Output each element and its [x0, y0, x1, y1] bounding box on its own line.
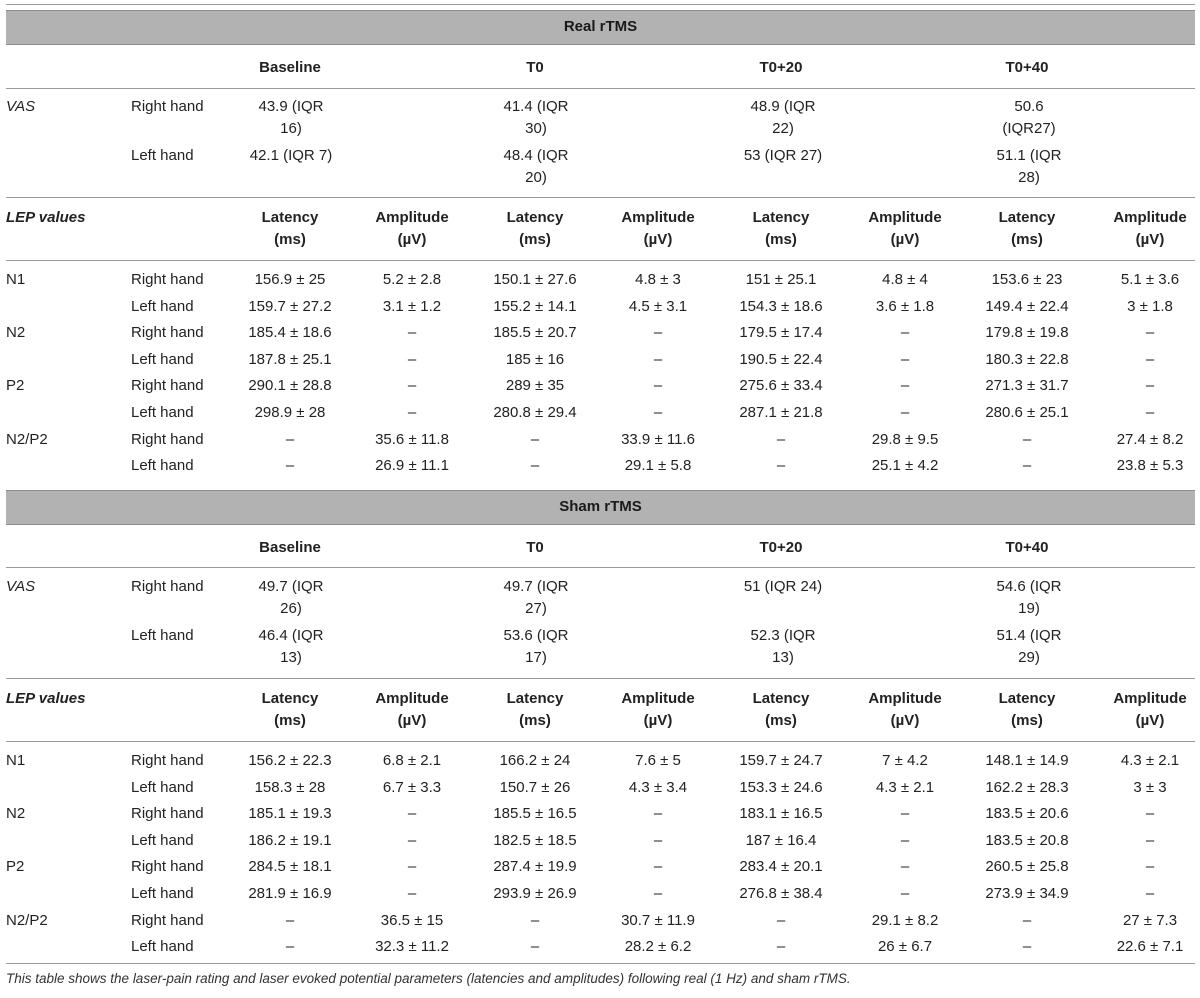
table-cell: 283.4 ± 20.1 — [739, 858, 823, 876]
table-cell: 271.3 ± 31.7 — [985, 377, 1069, 395]
vas-cell: 42.1 (IQR 7) — [249, 147, 333, 164]
table-cell: 187.8 ± 25.1 — [248, 350, 332, 368]
table-cell: – — [900, 404, 910, 421]
table-cell: 156.2 ± 22.3 — [248, 752, 332, 769]
row-hand-label: Left hand — [131, 350, 194, 368]
table-cell: 183.5 ± 20.6 — [985, 805, 1069, 823]
bottom-rule — [6, 963, 1195, 964]
table-cell: 158.3 ± 28 — [254, 778, 326, 796]
subheader-cell — [594, 688, 722, 732]
table-cell: 166.2 ± 24 — [499, 752, 571, 769]
sham-vas-right-hand: Right hand — [131, 578, 204, 595]
real-subheader-rule — [6, 260, 1195, 261]
table-cell: – — [285, 938, 295, 956]
vas-cell: 54.6 (IQR 19) — [996, 578, 1062, 617]
table-cell: – — [530, 938, 540, 956]
table-cell: 276.8 ± 38.4 — [739, 885, 823, 902]
subheader-cell — [717, 207, 845, 251]
table-cell: 155.2 ± 14.1 — [493, 297, 577, 315]
vas-cell: 43.9 (IQR 16) — [258, 98, 324, 137]
subheader-cell — [717, 688, 845, 732]
subheader-line: Latency — [752, 690, 810, 707]
table-cell: 6.8 ± 2.1 — [382, 752, 442, 769]
table-cell: 3 ± 1.8 — [1127, 297, 1173, 315]
table-cell: – — [776, 938, 786, 956]
subheader-cell — [841, 207, 969, 251]
table-cell: – — [1145, 805, 1155, 823]
row-hand-label: Left hand — [131, 885, 194, 902]
table-cell: 7 ± 4.2 — [882, 752, 928, 769]
row-hand-label: Right hand — [131, 858, 204, 876]
table-cell: 150.1 ± 27.6 — [493, 271, 577, 288]
subheader-unit: (ms) — [274, 231, 306, 248]
table-cell: – — [653, 805, 663, 823]
subheader-line: Amplitude — [868, 690, 942, 707]
table-cell: – — [407, 404, 417, 421]
real-header-rule — [6, 88, 1195, 89]
table-cell: 27.4 ± 8.2 — [1116, 430, 1184, 448]
row-hand-label: Left hand — [131, 457, 194, 475]
table-cell: – — [1022, 457, 1032, 475]
table-cell: 281.9 ± 16.9 — [248, 885, 332, 902]
subheader-line: Latency — [998, 209, 1056, 226]
table-cell: 5.1 ± 3.6 — [1120, 271, 1180, 288]
table-cell: – — [900, 858, 910, 876]
subheader-cell — [471, 688, 599, 732]
table-cell: 27 ± 7.3 — [1122, 911, 1178, 929]
vas-cell: 41.4 (IQR 30) — [503, 98, 569, 137]
real-lep-label: LEP values — [6, 209, 86, 226]
row-group-label: N2/P2 — [6, 430, 48, 448]
row-hand-label: Left hand — [131, 778, 194, 796]
vas-cell: 51.4 (IQR 29) — [996, 627, 1062, 666]
table-cell: 162.2 ± 28.3 — [985, 778, 1069, 796]
subheader-line: Latency — [752, 209, 810, 226]
table-cell: 289 ± 35 — [505, 377, 565, 395]
vas-cell: 46.4 (IQR 13) — [258, 627, 324, 666]
table-cell: 179.5 ± 17.4 — [739, 324, 823, 342]
table-cell: 3.6 ± 1.8 — [875, 297, 935, 315]
table-cell: 183.1 ± 16.5 — [739, 805, 823, 823]
table-cell: 287.4 ± 19.9 — [493, 858, 577, 876]
table-cell: 22.6 ± 7.1 — [1116, 938, 1184, 956]
sham-header-t0: T0 — [526, 539, 544, 556]
subheader-line: Amplitude — [1113, 209, 1187, 226]
real-vas-left-hand: Left hand — [131, 147, 194, 164]
table-cell: 149.4 ± 22.4 — [985, 297, 1069, 315]
subheader-line: Latency — [261, 690, 319, 707]
table-cell: 290.1 ± 28.8 — [248, 377, 332, 395]
subheader-line: Latency — [506, 209, 564, 226]
vas-cell: 48.4 (IQR 20) — [503, 147, 569, 186]
table-cell: – — [900, 350, 910, 368]
real-vas-right-hand: Right hand — [131, 98, 204, 115]
subheader-line: Latency — [506, 690, 564, 707]
subheader-unit: (ms) — [765, 712, 797, 729]
table-cell: 284.5 ± 18.1 — [248, 858, 332, 876]
table-cell: 293.9 ± 26.9 — [493, 885, 577, 902]
table-cell: 159.7 ± 24.7 — [739, 752, 823, 769]
subheader-line: Amplitude — [375, 209, 449, 226]
table-cell: 185.1 ± 19.3 — [248, 805, 332, 823]
subheader-unit: (ms) — [765, 231, 797, 248]
table-cell: 3 ± 3 — [1133, 778, 1167, 796]
subheader-cell — [963, 688, 1091, 732]
table-cell: – — [653, 404, 663, 421]
table-cell: 156.9 ± 25 — [254, 271, 326, 288]
table-cell: – — [653, 350, 663, 368]
table-cell: 186.2 ± 19.1 — [248, 831, 332, 849]
row-group-label: P2 — [6, 858, 25, 876]
table-caption: This table shows the laser-pain rating and laser evoked potential parameters (latencies and amplitudes) following real (1 Hz) and sham rTMS. — [6, 971, 851, 986]
row-group-label: P2 — [6, 377, 25, 395]
table-cell: 4.5 ± 3.1 — [628, 297, 688, 315]
row-hand-label: Left hand — [131, 297, 194, 315]
table-cell: – — [900, 831, 910, 849]
sham-header-baseline: Baseline — [259, 539, 321, 556]
vas-cell: 49.7 (IQR 27) — [503, 578, 569, 617]
subheader-unit: (µV) — [397, 231, 427, 248]
table-cell: – — [900, 885, 910, 902]
table-cell: 35.6 ± 11.8 — [375, 430, 449, 448]
table-cell: – — [653, 831, 663, 849]
table-cell: 29.1 ± 5.8 — [624, 457, 692, 475]
table-cell: 287.1 ± 21.8 — [739, 404, 823, 421]
row-group-label: N2 — [6, 324, 26, 342]
table-cell: – — [653, 324, 663, 342]
table-cell: 153.3 ± 24.6 — [739, 778, 823, 796]
vas-cell: 48.9 (IQR 22) — [750, 98, 816, 137]
table-cell: – — [407, 324, 417, 342]
subheader-line: Latency — [261, 209, 319, 226]
vas-cell: 53 (IQR 27) — [743, 147, 823, 164]
row-hand-label: Right hand — [131, 752, 204, 769]
table-cell: – — [407, 350, 417, 368]
table-cell: 7.6 ± 5 — [635, 752, 681, 769]
row-group-label: N1 — [6, 752, 26, 769]
table-cell: – — [1022, 938, 1032, 956]
real-header-baseline: Baseline — [259, 59, 321, 76]
table-cell: 280.8 ± 29.4 — [493, 404, 577, 421]
table-cell: 33.9 ± 11.6 — [621, 430, 695, 448]
subheader-cell — [963, 207, 1091, 251]
table-cell: 280.6 ± 25.1 — [985, 404, 1069, 421]
table-cell: 159.7 ± 27.2 — [248, 297, 332, 315]
table-cell: – — [530, 430, 540, 448]
subheader-cell — [226, 688, 354, 732]
table-cell: – — [407, 831, 417, 849]
table-cell: 4.3 ± 2.1 — [1120, 752, 1180, 769]
vas-cell: 49.7 (IQR 26) — [258, 578, 324, 617]
table-cell: – — [1145, 858, 1155, 876]
table-cell: 182.5 ± 18.5 — [493, 831, 577, 849]
vas-cell: 51 (IQR 24) — [743, 578, 823, 595]
subheader-unit: (ms) — [1011, 231, 1043, 248]
row-hand-label: Right hand — [131, 805, 204, 823]
subheader-unit: (µV) — [890, 231, 920, 248]
vas-cell: 53.6 (IQR 17) — [503, 627, 569, 666]
subheader-unit: (µV) — [397, 712, 427, 729]
table-cell: 32.3 ± 11.2 — [375, 938, 449, 956]
table-cell: 185.5 ± 20.7 — [493, 324, 577, 342]
table-cell: 5.2 ± 2.8 — [382, 271, 442, 288]
table-cell: 4.8 ± 4 — [882, 271, 928, 288]
table-cell: 185 ± 16 — [505, 350, 565, 368]
table-cell: 36.5 ± 15 — [380, 911, 444, 929]
table-cell: 153.6 ± 23 — [991, 271, 1063, 288]
row-group-label: N2 — [6, 805, 26, 823]
subheader-unit: (ms) — [274, 712, 306, 729]
row-hand-label: Left hand — [131, 404, 194, 421]
table-cell: 30.7 ± 11.9 — [621, 911, 695, 929]
table-cell: 185.5 ± 16.5 — [493, 805, 577, 823]
table-cell: – — [407, 377, 417, 395]
table-cell: 4.3 ± 2.1 — [875, 778, 935, 796]
subheader-cell — [594, 207, 722, 251]
real-header-t0-20: T0+20 — [759, 59, 803, 76]
subheader-unit: (µV) — [643, 231, 673, 248]
subheader-cell — [1086, 207, 1200, 251]
subheader-cell — [1086, 688, 1200, 732]
subheader-line: Amplitude — [621, 209, 695, 226]
row-hand-label: Left hand — [131, 831, 194, 849]
sham-subheader-rule — [6, 741, 1195, 742]
real-vas-label: VAS — [6, 98, 36, 115]
table-cell: – — [407, 858, 417, 876]
table-cell: 260.5 ± 25.8 — [985, 858, 1069, 876]
subheader-unit: (µV) — [643, 712, 673, 729]
top-rule — [6, 4, 1195, 5]
real-vas-rule — [6, 197, 1195, 198]
table-cell: – — [1145, 324, 1155, 342]
table-cell: – — [407, 805, 417, 823]
real-header-t0: T0 — [526, 59, 544, 76]
subheader-cell — [348, 688, 476, 732]
subheader-line: Amplitude — [868, 209, 942, 226]
table-cell: 185.4 ± 18.6 — [248, 324, 332, 342]
sham-vas-label: VAS — [6, 578, 36, 595]
table-cell: – — [1145, 377, 1155, 395]
table-cell: 148.1 ± 14.9 — [985, 752, 1069, 769]
row-hand-label: Right hand — [131, 430, 204, 448]
table-cell: 4.3 ± 3.4 — [628, 778, 688, 796]
row-group-label: N2/P2 — [6, 911, 48, 929]
row-group-label: N1 — [6, 271, 26, 288]
table-cell: – — [285, 911, 295, 929]
subheader-unit: (ms) — [1011, 712, 1043, 729]
table-cell: – — [776, 457, 786, 475]
sham-vas-rule — [6, 678, 1195, 679]
table-cell: 4.8 ± 3 — [635, 271, 681, 288]
table-cell: 180.3 ± 22.8 — [985, 350, 1069, 368]
sham-lep-label: LEP values — [6, 690, 86, 707]
subheader-line: Amplitude — [1113, 690, 1187, 707]
table-cell: – — [285, 430, 295, 448]
table-cell: 273.9 ± 34.9 — [985, 885, 1069, 902]
subheader-unit: (µV) — [1135, 712, 1165, 729]
table-cell: 6.7 ± 3.3 — [382, 778, 442, 796]
table-cell: – — [776, 911, 786, 929]
subheader-cell — [471, 207, 599, 251]
table-cell: – — [530, 457, 540, 475]
table-cell: – — [285, 457, 295, 475]
subheader-unit: (ms) — [519, 231, 551, 248]
subheader-cell — [226, 207, 354, 251]
subheader-unit: (ms) — [519, 712, 551, 729]
table-cell: 187 ± 16.4 — [745, 831, 817, 849]
table-cell: 3.1 ± 1.2 — [382, 297, 442, 315]
table-cell: – — [653, 377, 663, 395]
table-cell: 190.5 ± 22.4 — [739, 350, 823, 368]
table-cell: – — [900, 324, 910, 342]
table-cell: – — [1145, 404, 1155, 421]
subheader-unit: (µV) — [1135, 231, 1165, 248]
sham-vas-left-hand: Left hand — [131, 627, 194, 644]
table-cell: – — [653, 858, 663, 876]
row-hand-label: Left hand — [131, 938, 194, 956]
row-hand-label: Right hand — [131, 911, 204, 929]
sham-header-t0-40: T0+40 — [1005, 539, 1049, 556]
table-cell: 179.8 ± 19.8 — [985, 324, 1069, 342]
table-cell: 29.1 ± 8.2 — [871, 911, 939, 929]
sham-header-rule — [6, 567, 1195, 568]
table-cell: 183.5 ± 20.8 — [985, 831, 1069, 849]
table-cell: 29.8 ± 9.5 — [871, 430, 939, 448]
table-cell: 151 ± 25.1 — [745, 271, 817, 288]
sham-section-title: Sham rTMS — [559, 498, 642, 515]
table-cell: 150.7 ± 26 — [499, 778, 571, 796]
table-cell: 25.1 ± 4.2 — [871, 457, 939, 475]
table-cell: 154.3 ± 18.6 — [739, 297, 823, 315]
table-cell: 26 ± 6.7 — [877, 938, 933, 956]
vas-cell: 50.6 (IQR27) — [1002, 98, 1056, 137]
vas-cell: 52.3 (IQR 13) — [750, 627, 816, 666]
table-cell: – — [776, 430, 786, 448]
subheader-cell — [841, 688, 969, 732]
table-cell: – — [1145, 831, 1155, 849]
row-hand-label: Right hand — [131, 271, 204, 288]
table-cell: – — [530, 911, 540, 929]
subheader-cell — [348, 207, 476, 251]
subheader-unit: (µV) — [890, 712, 920, 729]
row-hand-label: Right hand — [131, 324, 204, 342]
table-cell: 28.2 ± 6.2 — [624, 938, 692, 956]
table-cell: 23.8 ± 5.3 — [1116, 457, 1184, 475]
table-cell: – — [1145, 350, 1155, 368]
table-cell: – — [1022, 911, 1032, 929]
subheader-line: Latency — [998, 690, 1056, 707]
row-hand-label: Right hand — [131, 377, 204, 395]
sham-header-t0-20: T0+20 — [759, 539, 803, 556]
table-cell: – — [900, 805, 910, 823]
table-cell: – — [1022, 430, 1032, 448]
vas-cell: 51.1 (IQR 28) — [996, 147, 1062, 186]
subheader-line: Amplitude — [621, 690, 695, 707]
table-cell: 275.6 ± 33.4 — [739, 377, 823, 395]
table-cell: – — [653, 885, 663, 902]
table-cell: – — [900, 377, 910, 395]
table-cell: – — [1145, 885, 1155, 902]
table-cell: – — [407, 885, 417, 902]
subheader-line: Amplitude — [375, 690, 449, 707]
table-cell: 298.9 ± 28 — [254, 404, 326, 421]
real-section-title: Real rTMS — [563, 18, 638, 35]
real-header-t0-40: T0+40 — [1005, 59, 1049, 76]
table-cell: 26.9 ± 11.1 — [375, 457, 449, 475]
